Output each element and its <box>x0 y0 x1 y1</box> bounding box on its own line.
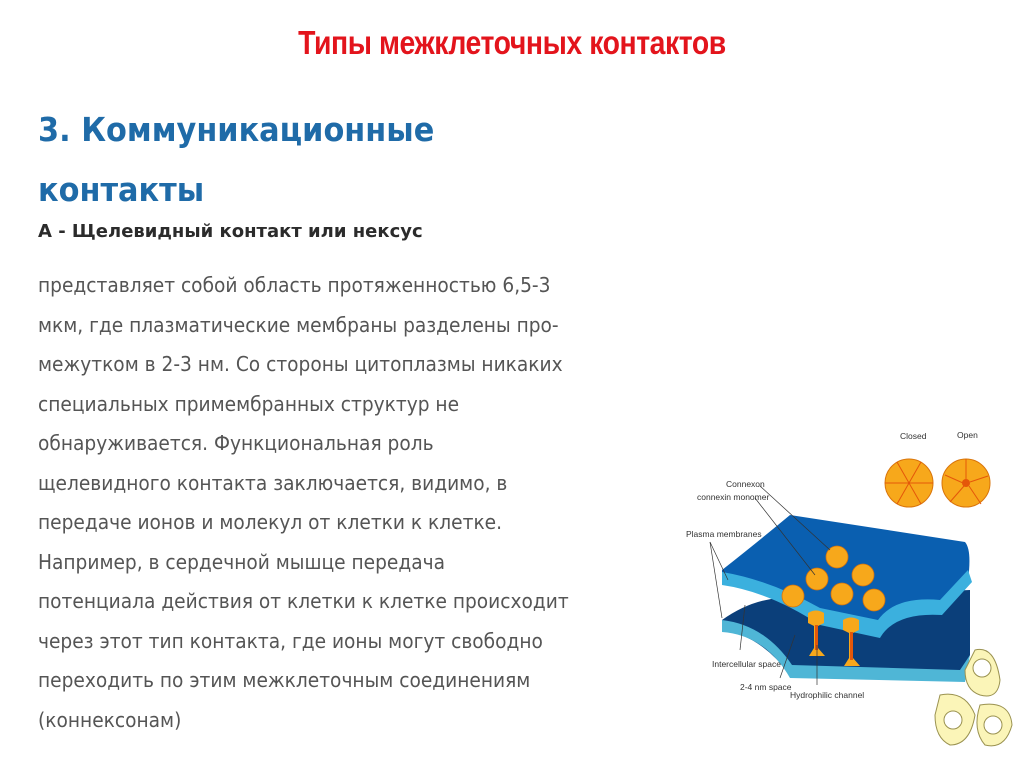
label-hydrophilic-channel: Hydrophilic channel <box>790 690 865 700</box>
closed-connexon-icon <box>885 459 933 507</box>
body-line: щелевидного контакта заключается, видимо, в <box>38 470 508 495</box>
body-line: (коннексонам) <box>38 707 182 732</box>
body-line: передаче ионов и молекул от клетки к клетке. <box>38 510 503 534</box>
body-line: мкм, где плазматические мембраны разделены про- <box>38 312 559 337</box>
label-open: Open <box>957 430 978 440</box>
body-line: представляет собой область протяженностью 6,5-3 <box>38 273 551 297</box>
section-heading <box>38 100 469 220</box>
body-line: обнаруживается. Функциональная роль <box>38 431 434 455</box>
heading-line: контакты <box>38 170 205 209</box>
label-connexin-monomer: connexin monomer <box>697 492 770 502</box>
body-line: специальных примембранных структур не <box>38 391 460 416</box>
label-connexon: Connexon <box>726 479 765 489</box>
heading-line: 3. Коммуникационные <box>38 110 435 149</box>
body-line: потенциала действия от клетки к клетке происходит <box>38 589 569 613</box>
label-intercellular-space: Intercellular space <box>712 659 781 669</box>
gap-junction-diagram <box>680 420 1024 760</box>
body-line: Например, в сердечной мышце передача <box>38 549 445 574</box>
body-line: переходить по этим межклеточным соединениям <box>38 668 531 692</box>
body-line: через этот тип контакта, где ионы могут свободно <box>38 628 543 653</box>
body-line: межутком в 2-3 нм. Со стороны цитоплазмы никаких <box>38 352 563 376</box>
body-text <box>38 266 678 740</box>
label-closed: Closed <box>900 431 927 441</box>
open-connexon-icon <box>942 459 990 507</box>
label-nm-space: 2-4 nm space <box>740 682 792 692</box>
slide-title: Типы межклеточных контактов <box>298 24 726 61</box>
label-plasma-membranes: Plasma membranes <box>686 529 762 539</box>
subheading: А - Щелевидный контакт или нексус <box>38 221 423 242</box>
